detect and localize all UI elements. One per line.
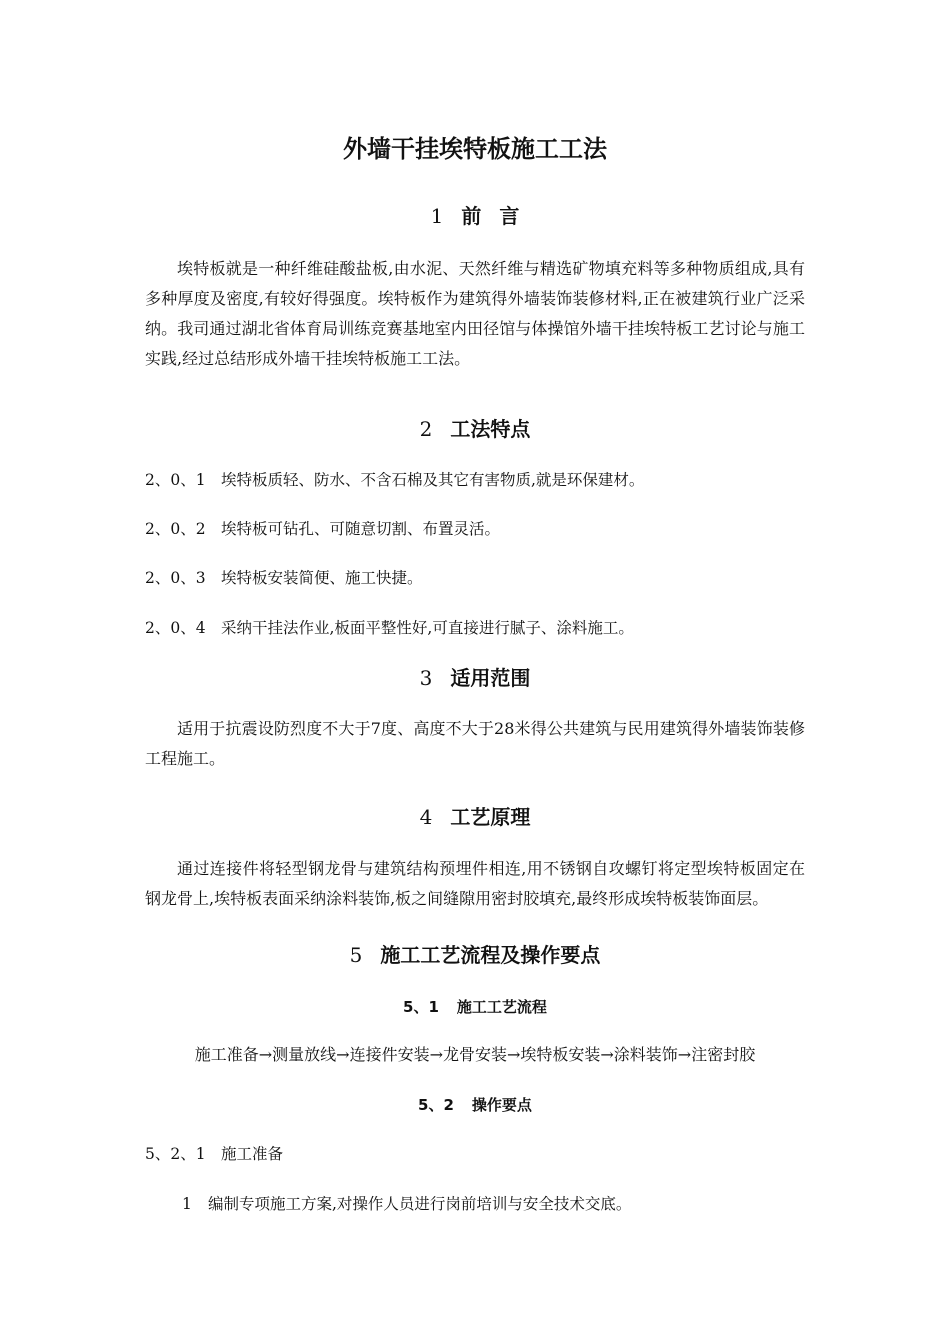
- item-text: 埃特板质轻、防水、不含石棉及其它有害物质,就是环保建材。: [221, 471, 645, 489]
- item-text: 采纳干挂法作业,板面平整性好,可直接进行腻子、涂料施工。: [221, 619, 634, 637]
- section-5-heading: [0, 941, 950, 969]
- section-3-heading: [0, 664, 950, 692]
- subsection-title: 施工工艺流程: [456, 998, 547, 1016]
- section-title: 工艺原理: [450, 805, 531, 829]
- list-item: [145, 467, 825, 493]
- section-2-heading: [0, 415, 950, 443]
- subsection-5-2-heading: [0, 1094, 950, 1116]
- section-title: 施工工艺流程及操作要点: [380, 943, 601, 967]
- subsection-number: 5、2: [418, 1096, 454, 1114]
- section-number: 4: [419, 805, 433, 829]
- section-1-heading: [0, 202, 950, 230]
- section-title: 前言: [461, 204, 538, 228]
- step-text: 编制专项施工方案,对操作人员进行岗前培训与安全技术交底。: [208, 1195, 632, 1213]
- section-number: 3: [419, 666, 433, 690]
- subsection-number: 5、2、1: [145, 1145, 206, 1163]
- item-number: 2、0、3: [145, 569, 206, 587]
- document-title: 外墙干挂埃特板施工工法: [343, 135, 607, 163]
- section-title: 适用范围: [450, 666, 531, 690]
- section-number: 5: [349, 943, 363, 967]
- subsection-5-1-heading: [0, 996, 950, 1018]
- item-text: 埃特板可钻孔、可随意切割、布置灵活。: [221, 520, 501, 538]
- list-item: [145, 615, 825, 641]
- step-item: [182, 1191, 631, 1217]
- section-1-paragraph: 埃特板就是一种纤维硅酸盐板,由水泥、天然纤维与精选矿物填充料等多种物质组成,具有多种厚度及密度,有较好得强度。埃特板作为建筑得外墙装饰装修材料,正在被建筑行业广泛采纳。我司通过湖北省体育局训练竞赛基地室内田径馆与体操馆外墙干挂埃特板工艺讨论与施工实践,经过总结形成外墙干挂埃特板施工工法。: [145, 259, 805, 368]
- subsection-title: 施工准备: [221, 1145, 284, 1163]
- subsection-title: 操作要点: [471, 1096, 532, 1114]
- item-number: 2、0、4: [145, 619, 206, 637]
- section-4-paragraph: 通过连接件将轻型钢龙骨与建筑结构预埋件相连,用不锈钢自攻螺钉将定型埃特板固定在钢龙骨上,埃特板表面采纳涂料装饰,板之间缝隙用密封胶填充,最终形成埃特板装饰面层。: [145, 859, 805, 908]
- item-number: 2、0、2: [145, 520, 206, 538]
- section-3-paragraph: 适用于抗震设防烈度不大于7度、高度不大于28米得公共建筑与民用建筑得外墙装饰装修工程施工。: [145, 719, 805, 768]
- subsection-number: 5、1: [403, 998, 439, 1016]
- item-number: 2、0、1: [145, 471, 206, 489]
- section-title: 工法特点: [450, 417, 531, 441]
- process-flow: 施工准备→测量放线→连接件安装→龙骨安装→埃特板安装→涂料装饰→注密封胶: [194, 1045, 756, 1064]
- list-item: [145, 565, 825, 591]
- list-item: [145, 516, 825, 542]
- section-number: 2: [419, 417, 433, 441]
- subsection-5-2-1-heading: [145, 1141, 283, 1167]
- section-number: 1: [430, 204, 444, 228]
- section-4-heading: [0, 803, 950, 831]
- step-number: 1: [182, 1195, 192, 1213]
- item-text: 埃特板安装简便、施工快捷。: [221, 569, 423, 587]
